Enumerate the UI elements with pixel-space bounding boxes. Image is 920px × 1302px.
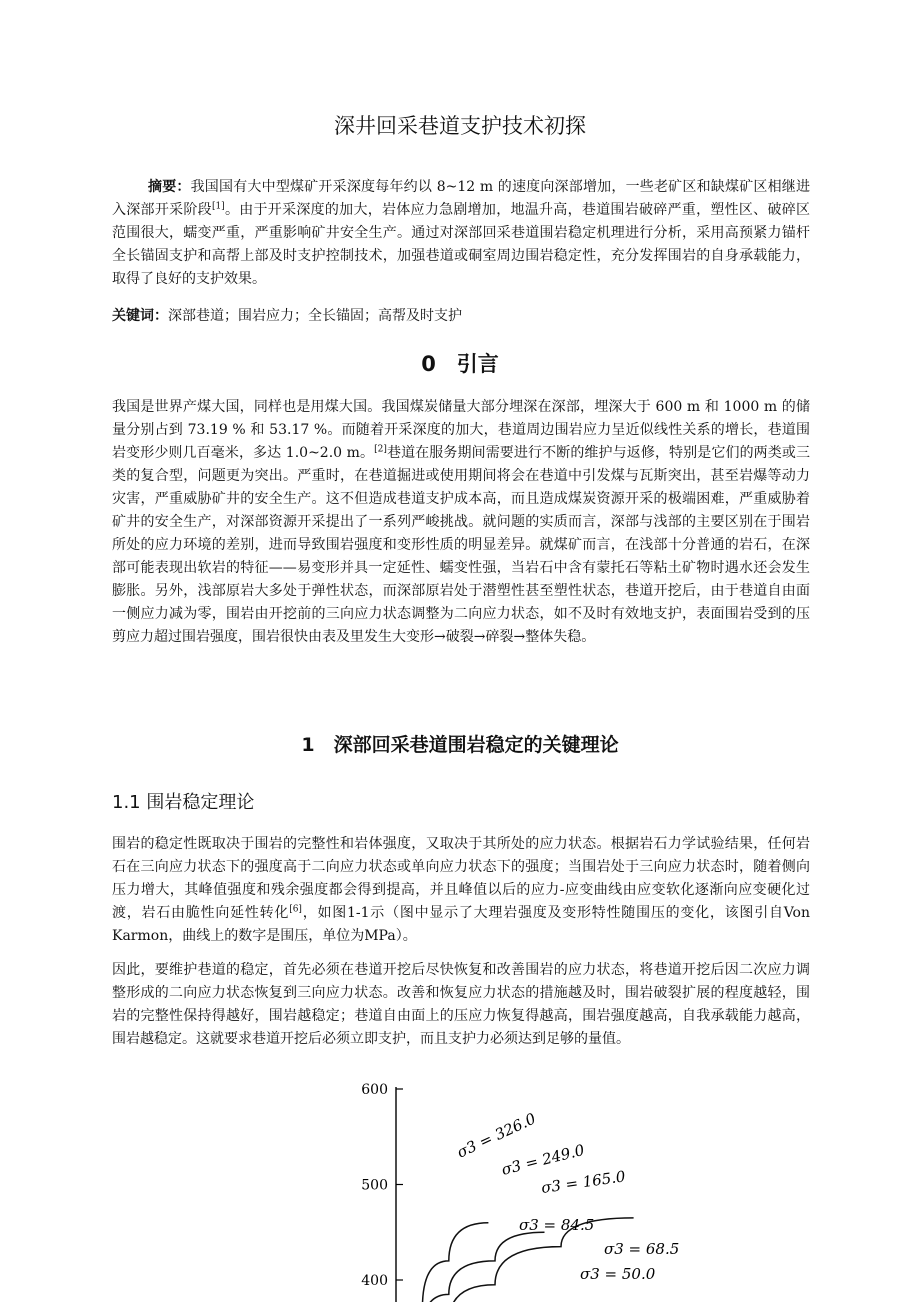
y-tick-label: 500 — [361, 1177, 388, 1194]
section-1-1-heading: 1.1 围岩稳定理论 — [112, 792, 255, 813]
keywords-label: 关键词： — [112, 308, 168, 324]
paper-title: 深井回采巷道支护技术初探 — [334, 114, 586, 138]
y-tick-label: 400 — [361, 1273, 388, 1289]
section-0-text-a: 我国是世界产煤大国，同样也是用煤大国。我国煤炭储量大部分埋深在深部，埋深大于 600 m 和 1000 m 的储量分别占到 73.19 % 和 53.17 %。而随着开采深度的加大，巷道周边围岩应力呈近似线性关系的增长，巷道围岩变形少则几百毫米，多达 1.0~2.0 m。 — [112, 399, 810, 461]
y-tick-label: 600 — [361, 1082, 388, 1098]
section-1-1-paragraph-1 — [112, 833, 810, 948]
citation-6[interactable]: [6] — [289, 904, 302, 915]
curve-label-4: σ3 = 68.5 — [604, 1240, 680, 1258]
abstract-paragraph — [112, 176, 810, 291]
curve-label-0: σ3 = 326.0 — [454, 1109, 539, 1162]
curve-label-3: σ3 = 84.5 — [519, 1216, 595, 1234]
section-1-1-paragraph-2: 因此，要维护巷道的稳定，首先必须在巷道开挖后尽快恢复和改善围岩的应力状态，将巷道开挖后因二次应力调整形成的二向应力状态恢复到三向应力状态。改善和恢复应力状态的措施越及时，围岩破裂扩展的程度越轻，围岩的完整性保持得越好，围岩越稳定；巷道自由面上的压应力恢复得越高，围岩强度越高，自我承载能力越高，围岩越稳定。这就要求巷道开挖后必须立即支护，而且支护力必须达到足够的量值。 — [112, 962, 810, 1047]
curve-label-1: σ3 = 249.0 — [499, 1140, 587, 1179]
section-0-paragraph — [112, 396, 810, 649]
curve-series-2 — [396, 1218, 634, 1302]
section-1-1-text-b: ，如图1-1示（图中显示了大理岩强度及变形特性随围压的变化，该图引自Von Karmon，曲线上的数字是围压，单位为MPa）。 — [112, 905, 810, 944]
section-1-1-text-a: 围岩的稳定性既取决于围岩的完整性和岩体强度，又取决于其所处的应力状态。根据岩石力学试验结果，任何岩石在三向应力状态下的强度高于二向应力状态或单向应力状态下的强度；当围岩处于三向应力状态时，随着侧向压力增大，其峰值强度和残余强度都会得到提高，并且峰值以后的应力-应变曲线由应变软化逐渐向应变硬化过渡，岩石由脆性向延性转化 — [112, 836, 810, 921]
abstract-text-b: 。由于开采深度的加大，岩体应力急剧增加，地温升高，巷道围岩破碎严重，塑性区、破碎区范围很大，蠕变严重，严重影响矿井安全生产。通过对深部回采巷道围岩稳定机理进行分析，采用高预紧力锚杆全长锚固支护和高帮上部及时支护控制技术，加强巷道或硐室周边围岩稳定性，充分发挥围岩的自身承载能力，取得了良好的支护效果。 — [112, 202, 811, 287]
curve-label-2: σ3 = 165.0 — [540, 1167, 627, 1197]
citation-1[interactable]: [1] — [211, 201, 225, 212]
abstract-label: 摘要： — [148, 179, 191, 195]
section-1-heading: 1 深部回采巷道围岩稳定的关键理论 — [301, 734, 619, 756]
keywords-text: 深部巷道；围岩应力；全长锚固；高帮及时支护 — [168, 308, 462, 324]
curve-label-5: σ3 = 50.0 — [580, 1265, 656, 1283]
citation-2[interactable]: [2] — [374, 444, 387, 455]
curve-series-1 — [396, 1232, 545, 1302]
abstract-text-a: 我国国有大中型煤矿开采深度每年约以 8~12 m 的速度向深部增加，一些老矿区和缺煤矿区相继进入深部开采阶段 — [112, 179, 810, 218]
figure-1-1-stress-strain-chart — [300, 1072, 720, 1302]
keywords-line — [112, 305, 810, 328]
section-0-text-b: 巷道在服务期间需要进行不断的维护与返修，特别是它们的两类或三类的复合型，问题更为突出。严重时，在巷道掘进或使用期间将会在巷道中引发煤与瓦斯突出，甚至岩爆等动力灾害，严重威胁矿井的安全生产。这不但造成巷道支护成本高，而且造成煤炭资源开采的极端困难，严重威胁着矿井的安全生产，对深部资源开采提出了一系列严峻挑战。就问题的实质而言，深部与浅部的主要区别在于围岩所处的应力环境的差别，进而导致围岩强度和变形性质的明显差异。就煤矿而言，在浅部十分普通的岩石，在深部可能表现出软岩的特征——易变形并具一定延性、蠕变性强，当岩石中含有蒙托石等粘土矿物时遇水还会发生膨胀。另外，浅部原岩大多处于弹性状态，而深部原岩处于潜塑性甚至塑性状态，巷道开挖后，由于巷道自由面一侧应力减为零，围岩由开挖前的三向应力状态调整为二向应力状态，如不及时有效地支护，表面围岩受到的压剪应力超过围岩强度，围岩很快由表及里发生大变形→破裂→碎裂→整体失稳。 — [112, 445, 810, 645]
section-0-heading: 0 引言 — [421, 352, 499, 376]
